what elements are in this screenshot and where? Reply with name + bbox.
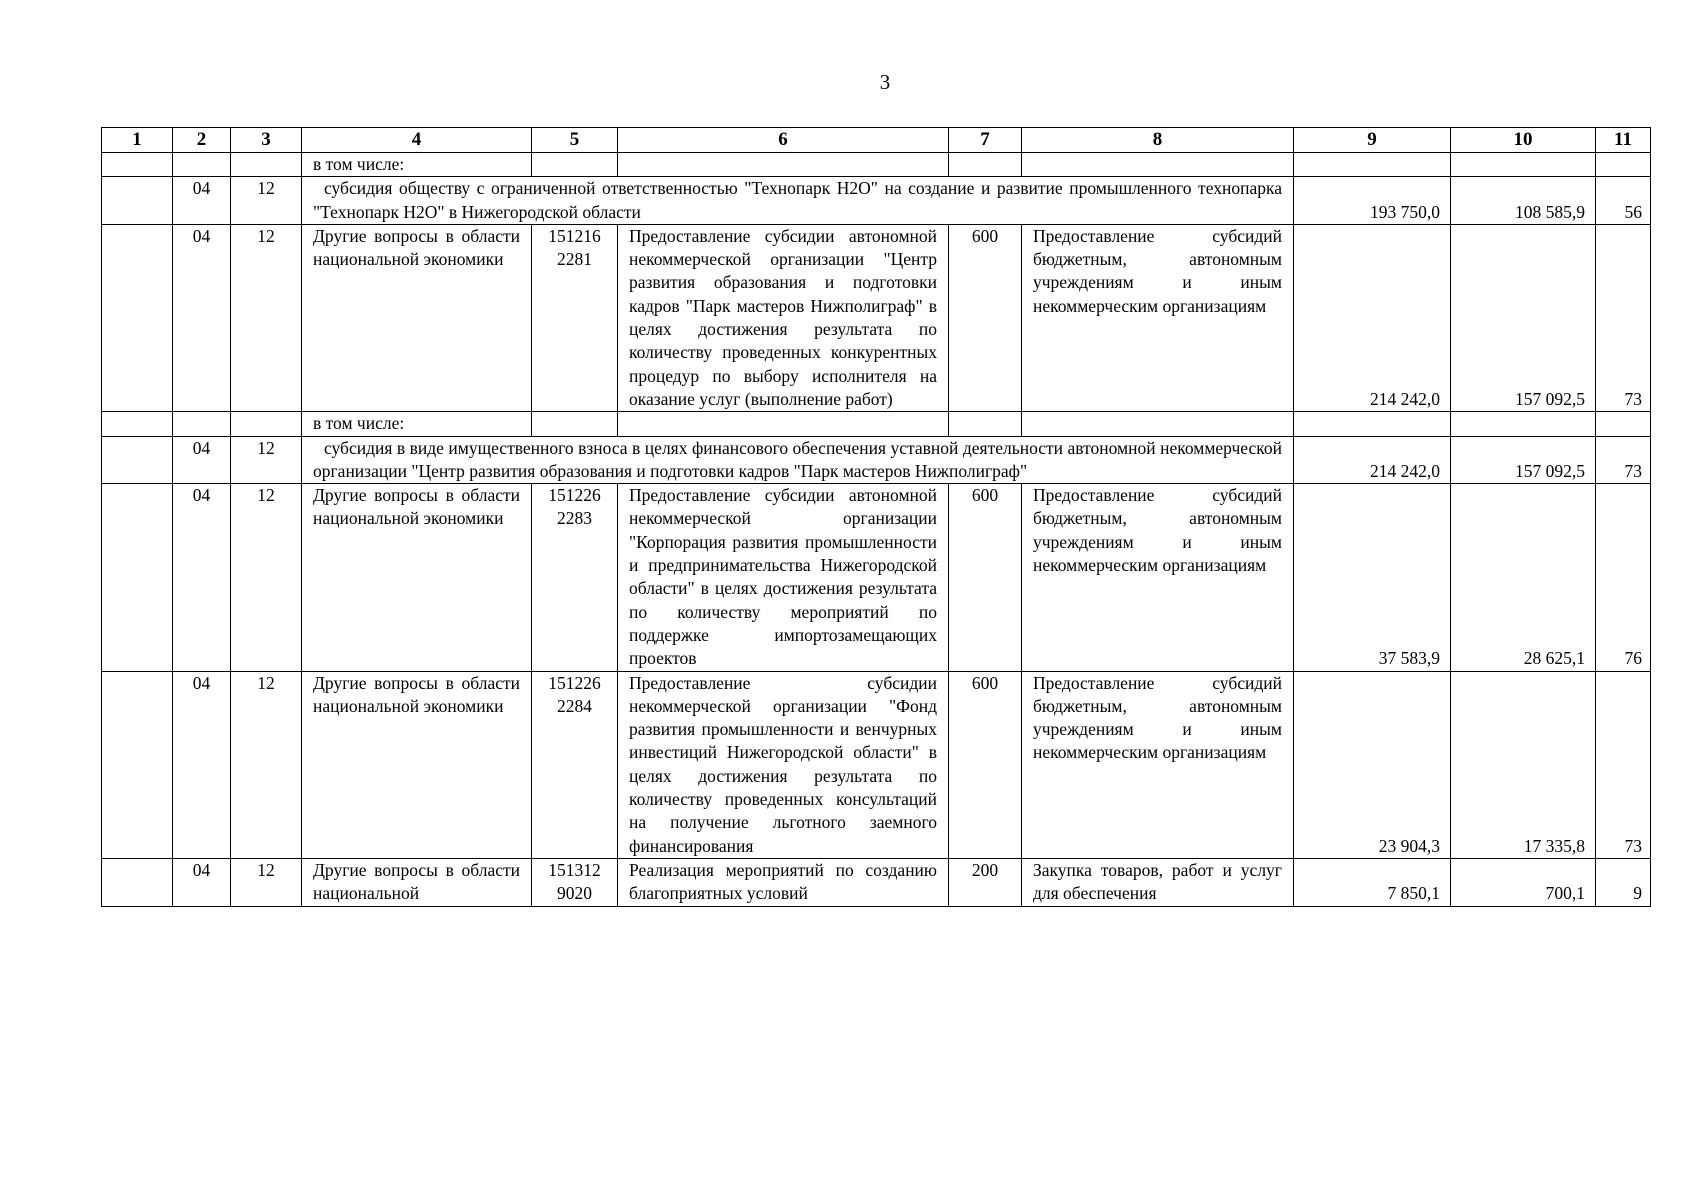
including-label: в том числе: [302,153,532,177]
cell-section-name: Другие вопросы в области национальной экономики [302,671,532,858]
cell-amount-9: 214 242,0 [1294,224,1451,411]
column-header: 4 [302,128,532,153]
cell-subsection: 12 [231,436,302,484]
cell-percent: 76 [1596,484,1651,671]
table-row [102,858,1651,906]
cell-amount-10: 700,1 [1451,858,1596,906]
cell-section: 04 [173,177,231,225]
cell-subsidy-detail: субсидия в виде имущественного взноса в целях финансового обеспечения уставной деятельности автономной некоммерческой организации "Центр развития образования и подготовки кадров "Парк мастеров Нижполиграф" [302,436,1294,484]
cell-section: 04 [173,671,231,858]
cell-amount-10: 17 335,8 [1451,671,1596,858]
cell-expense-type: 600 [949,671,1022,858]
cell-amount-9: 23 904,3 [1294,671,1451,858]
cell-amount-9: 214 242,0 [1294,436,1451,484]
cell-section-name: Другие вопросы в области национальной [302,858,532,906]
cell-amount-10: 108 585,9 [1451,177,1596,225]
cell-target-name: Предоставление субсидии некоммерческой организации "Фонд развития промышленности и венчурных инвестиций Нижегородской области" в целях достижения результата по количеству проведенных консультаций на получение льготного заемного финансирования [618,671,949,858]
cell-target-name: Предоставление субсидии автономной некоммерческой организации "Центр развития образования и подготовки кадров "Парк мастеров Нижполиграф" в целях достижения результата по количеству проведенных конкурентных процедур по выбору исполнителя на оказание услуг (выполнение работ) [618,224,949,411]
cell-expense-type: 600 [949,224,1022,411]
cell-percent: 73 [1596,671,1651,858]
column-header: 6 [618,128,949,153]
budget-table [101,127,1651,907]
cell-amount-10: 157 092,5 [1451,224,1596,411]
cell-section-name: Другие вопросы в области национальной экономики [302,224,532,411]
cell-target-code: 151312 9020 [532,858,618,906]
table-row [102,436,1651,484]
including-row [102,153,1651,177]
table-row [102,224,1651,411]
cell-target-name: Реализация мероприятий по созданию благоприятных условий [618,858,949,906]
including-row [102,412,1651,436]
column-header: 1 [102,128,173,153]
cell-expense-type: 200 [949,858,1022,906]
column-header: 7 [949,128,1022,153]
column-header: 3 [231,128,302,153]
cell-percent: 73 [1596,436,1651,484]
cell-expense-type-name: Предоставление субсидий бюджетным, автономным учреждениям и иным некоммерческим организациям [1022,224,1294,411]
cell-amount-9: 37 583,9 [1294,484,1451,671]
cell-amount-10: 157 092,5 [1451,436,1596,484]
column-header: 5 [532,128,618,153]
cell-subsection: 12 [231,484,302,671]
table-header-row [102,128,1651,153]
column-header: 9 [1294,128,1451,153]
cell-subsection: 12 [231,177,302,225]
table-row [102,484,1651,671]
cell-subsidy-detail: субсидия обществу с ограниченной ответственностью "Технопарк H2O" на создание и развитие промышленного технопарка "Технопарк H2O" в Нижегородской области [302,177,1294,225]
column-header: 8 [1022,128,1294,153]
table-row [102,177,1651,225]
cell-section: 04 [173,224,231,411]
cell-percent: 73 [1596,224,1651,411]
cell-amount-9: 7 850,1 [1294,858,1451,906]
cell-section-name: Другие вопросы в области национальной экономики [302,484,532,671]
cell-subsection: 12 [231,671,302,858]
cell-expense-type: 600 [949,484,1022,671]
page-number: 3 [879,70,891,94]
cell-target-name: Предоставление субсидии автономной некоммерческой организации "Корпорация развития промышленности и предпринимательства Нижегородской области" в целях достижения результата по количеству мероприятий по поддержке импортозамещающих проектов [618,484,949,671]
including-label: в том числе: [302,412,532,436]
cell-subsection: 12 [231,858,302,906]
cell-percent: 56 [1596,177,1651,225]
cell-target-code: 151226 2283 [532,484,618,671]
cell-subsection: 12 [231,224,302,411]
cell-section: 04 [173,436,231,484]
column-header: 10 [1451,128,1596,153]
table-row [102,671,1651,858]
cell-percent: 9 [1596,858,1651,906]
cell-expense-type-name: Предоставление субсидий бюджетным, автономным учреждениям и иным некоммерческим организациям [1022,484,1294,671]
cell-expense-type-name: Предоставление субсидий бюджетным, автономным учреждениям и иным некоммерческим организациям [1022,671,1294,858]
cell-target-code: 151226 2284 [532,671,618,858]
column-header: 11 [1596,128,1651,153]
cell-section: 04 [173,484,231,671]
cell-amount-9: 193 750,0 [1294,177,1451,225]
column-header: 2 [173,128,231,153]
cell-amount-10: 28 625,1 [1451,484,1596,671]
cell-target-code: 151216 2281 [532,224,618,411]
cell-section: 04 [173,858,231,906]
cell-expense-type-name: Закупка товаров, работ и услуг для обеспечения [1022,858,1294,906]
